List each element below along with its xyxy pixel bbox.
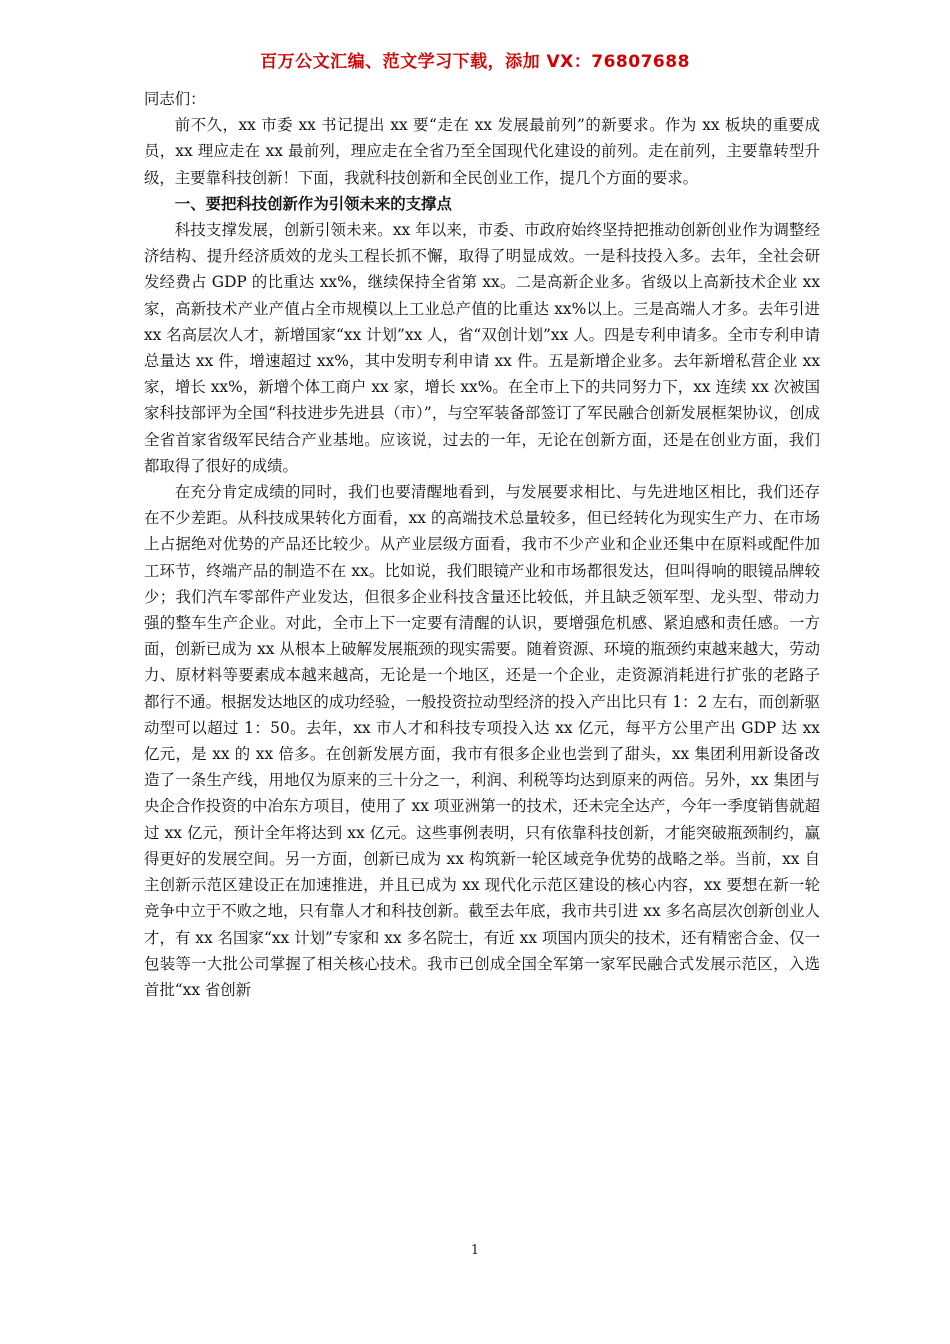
paragraph-achievements: 科技支撑发展，创新引领未来。xx 年以来，市委、市政府始终坚持把推动创新创业作为调整经济结构、提升经济质效的龙头工程长抓不懈，取得了明显成效。一是科技投入多。去年，全社会研发经费占 GDP 的比重达 xx%，继续保持全省第 xx。二是高新企业多。省级以上高新技术企业 xx 家，高新技术产业产值占全市规模以上工业总产值的比重达 xx%以上。三是高端人才多。去年引进 xx 名高层次人才，新增国家“xx 计划”xx 人，省“双创计划”xx 人。四是专利申请多。全市专利申请总量达 xx 件，增速超过 xx%，其中发明专利申请 xx 件。五是新增企业多。去年新增私营企业 xx 家，增长 xx%，新增个体工商户 xx 家，增长 xx%。在全市上下的共同努力下，xx 连续 xx 次被国家科技部评为全国“科技进步先进县（市）”，与空军装备部签订了军民融合创新发展框架协议，创成全省首家省级军民结合产业基地。应该说，过去的一年，无论在创新方面，还是在创业方面，我们都取得了很好的成绩。	[144, 221, 820, 475]
document-body	[144, 86, 820, 1003]
paragraph-gaps: 在充分肯定成绩的同时，我们也要清醒地看到，与发展要求相比、与先进地区相比，我们还存在不少差距。从科技成果转化方面看，xx 的高端技术总量较多，但已经转化为现实生产力、在市场上占据绝对优势的产品还比较少。从产业层级方面看，我市不少产业和企业还集中在原料或配件加工环节，终端产品的制造不在 xx。比如说，我们眼镜产业和市场都很发达，但叫得响的眼镜品牌较少；我们汽车零部件产业发达，但很多企业科技含量还比较低，并且缺乏领军型、龙头型、带动力强的整车生产企业。对此，全市上下一定要有清醒的认识，要增强危机感、紧迫感和责任感。一方面，创新已成为 xx 从根本上破解发展瓶颈的现实需要。随着资源、环境的瓶颈约束越来越大，劳动力、原材料等要素成本越来越高，无论是一个地区，还是一个企业，走资源消耗进行扩张的老路子都行不通。根据发达地区的成功经验，一般投资拉动型经济的投入产出比只有 1：2 左右，而创新驱动型可以超过 1：50。去年，xx 市人才和科技专项投入达 xx 亿元，每平方公里产出 GDP 达 xx 亿元，是 xx 的 xx 倍多。在创新发展方面，我市有很多企业也尝到了甜头，xx 集团利用新设备改造了一条生产线，用地仅为原来的三十分之一，利润、利税等均达到原来的两倍。另外，xx 集团与央企合作投资的中冶东方项目，使用了 xx 项亚洲第一的技术，还未完全达产，今年一季度销售就超过 xx 亿元，预计全年将达到 xx 亿元。这些事例表明，只有依靠科技创新，才能突破瓶颈制约，赢得更好的发展空间。另一方面，创新已成为 xx 构筑新一轮区域竞争优势的战略之举。当前，xx 自主创新示范区建设正在加速推进，并且已成为 xx 现代化示范区建设的核心内容，xx 要想在新一轮竞争中立于不败之地，只有靠人才和科技创新。截至去年底，我市共引进 xx 多名高层次创新创业人才，有 xx 名国家“xx 计划”专家和 xx 多名院士，有近 xx 项国内顶尖的技术，还有精密合金、仅一包装等一大批公司掌握了相关核心技术。我市已创成全国全军第一家军民融合式发展示范区，入选首批“xx 省创新	[144, 483, 820, 999]
page-number: 1	[470, 1243, 480, 1258]
paragraph-intro: 前不久，xx 市委 xx 书记提出 xx 要“走在 xx 发展最前列”的新要求。作为 xx 板块的重要成员，xx 理应走在 xx 最前列，理应走在全省乃至全国现代化建设的前列。走在前列，主要靠转型升级，主要靠科技创新！下面，我就科技创新和全民创业工作，提几个方面的要求。	[144, 116, 820, 187]
section-heading-1: 一、要把科技创新作为引领未来的支撑点	[174, 194, 452, 213]
salutation: 同志们：	[144, 90, 206, 108]
header-banner: 百万公文汇编、范文学习下载，添加 VX：76807688	[260, 52, 690, 72]
